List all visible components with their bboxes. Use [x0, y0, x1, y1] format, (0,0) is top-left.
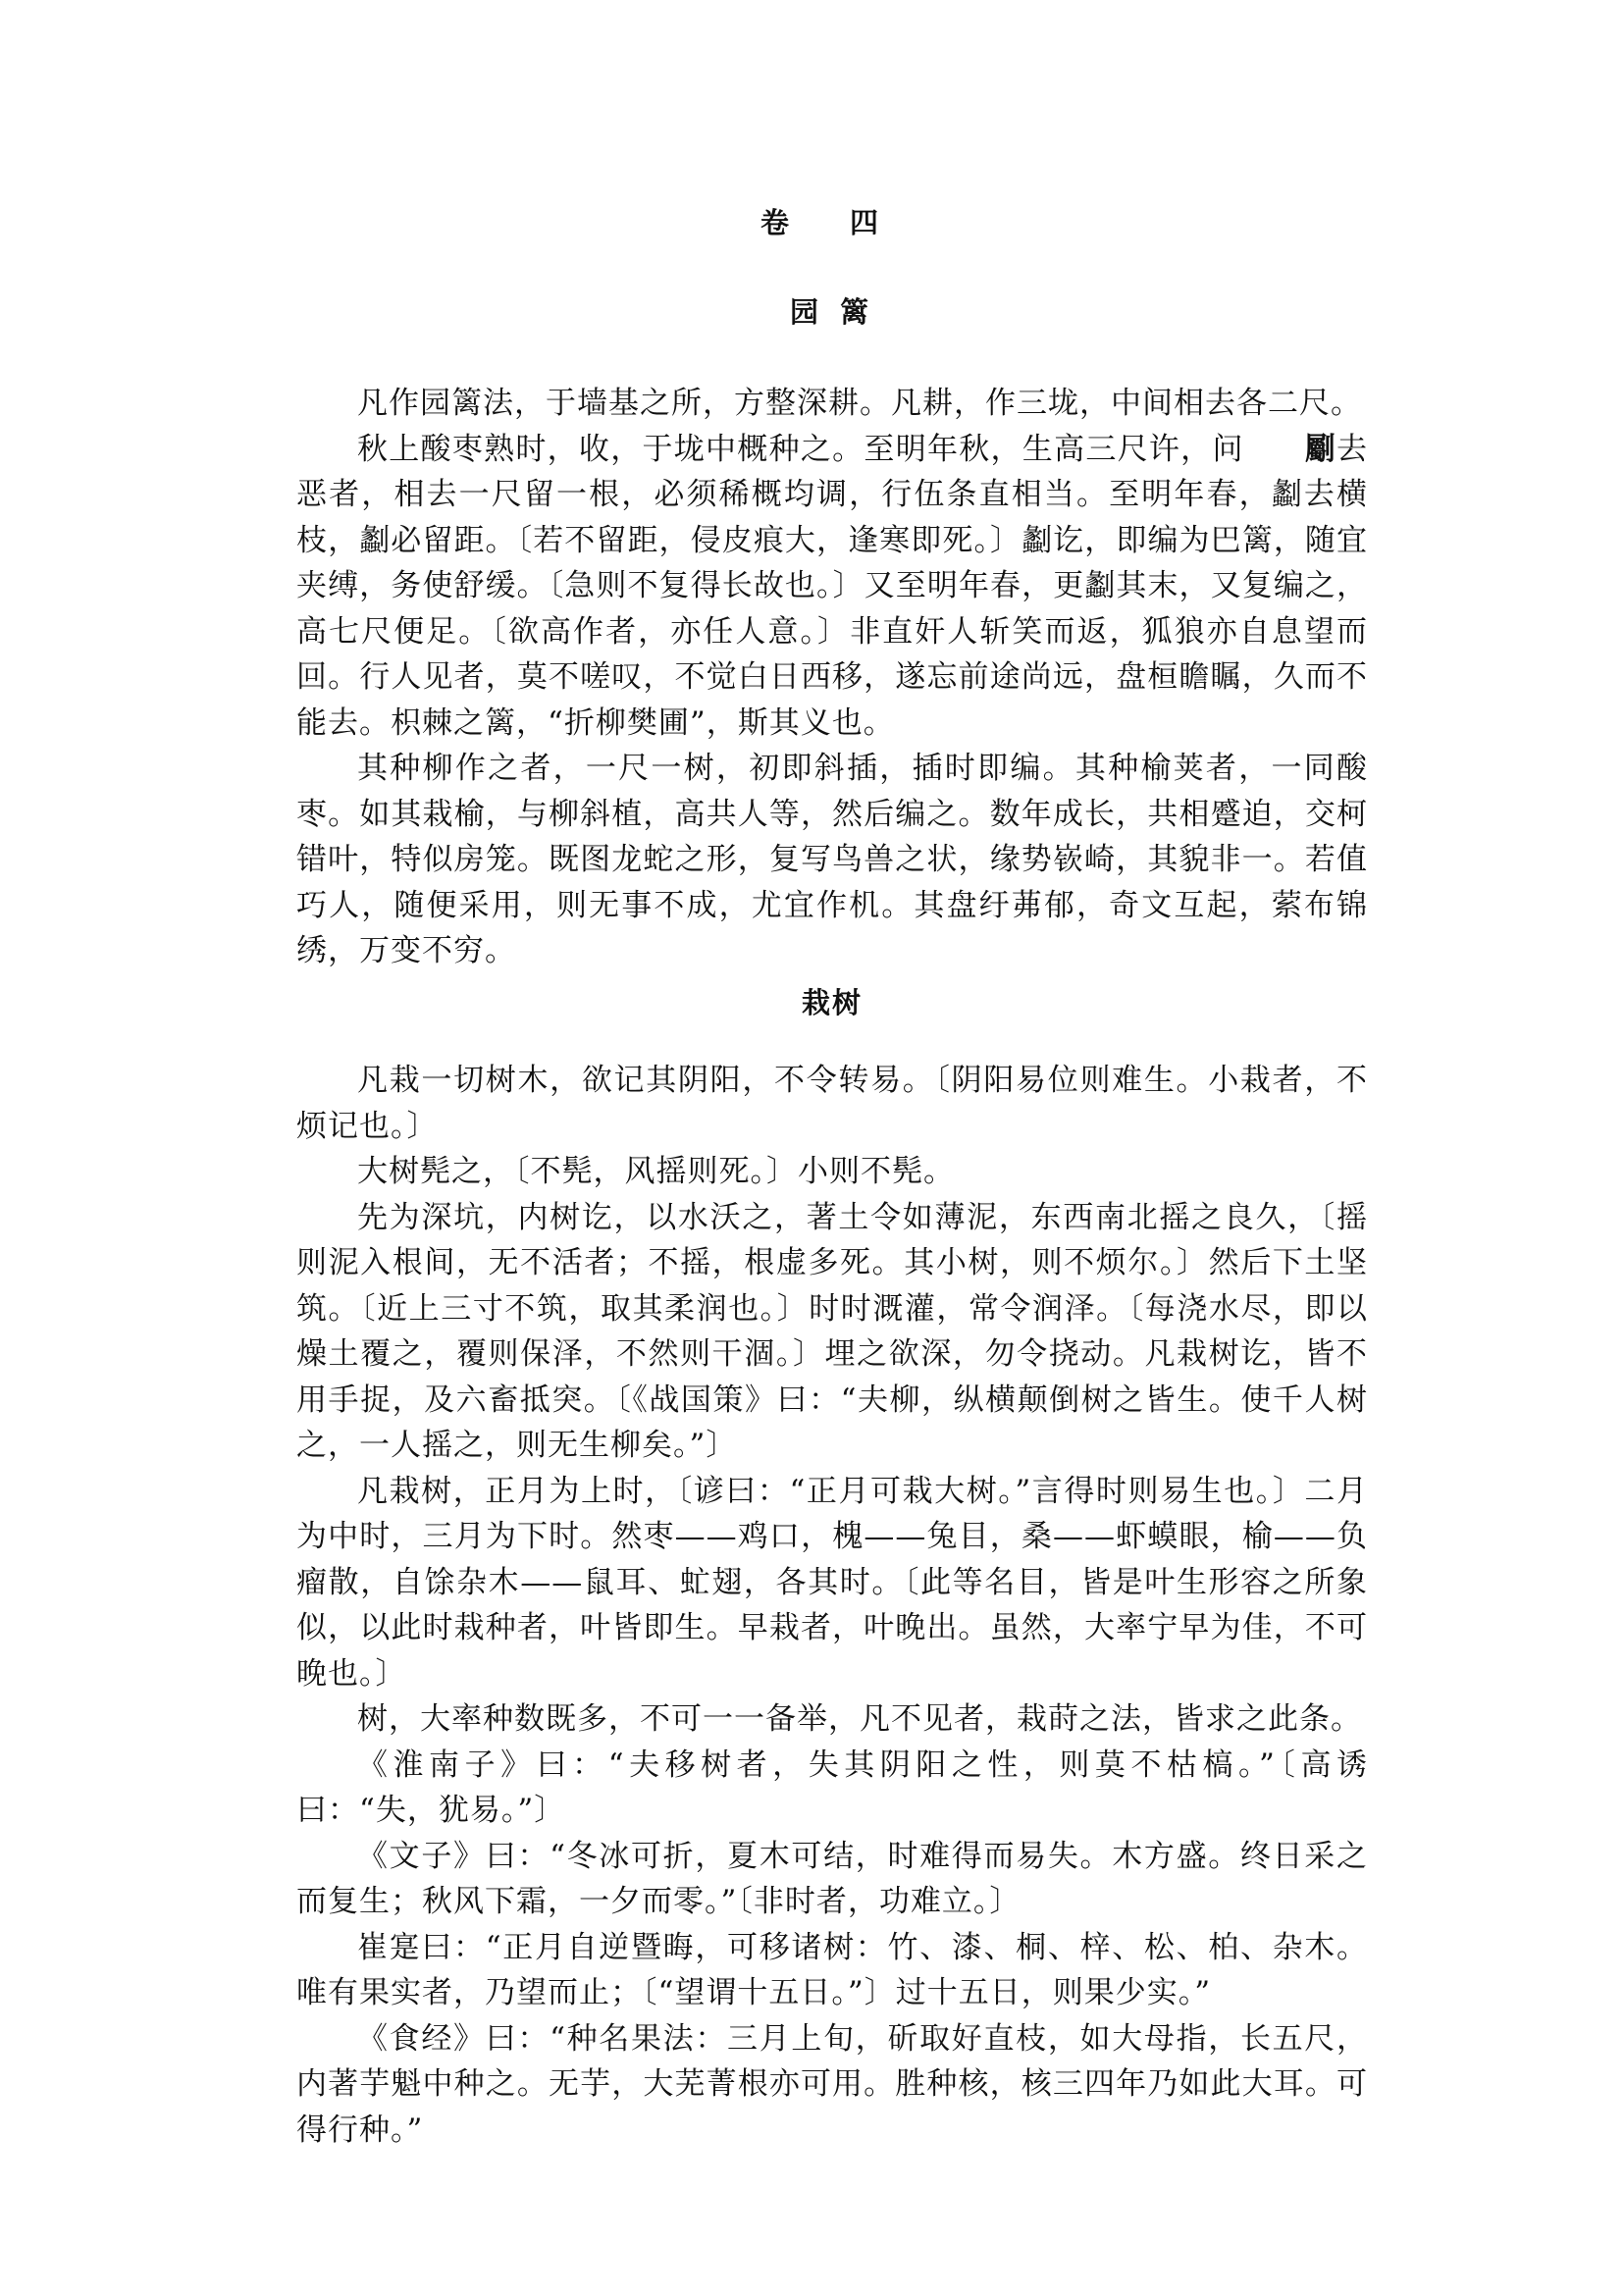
paragraph: 树，大率种数既多，不可一一备举，凡不见者，栽莳之法，皆求之此条。	[357, 1701, 1362, 1737]
inline-glyph: 劚	[1304, 431, 1336, 467]
paragraph: 《淮南子》曰：“夫移树者，失其阴阳之性，则莫不枯槁。”〔高诱曰：“失，犹易。”〕	[296, 1747, 1368, 1828]
section-body-yuanli	[296, 381, 1368, 974]
paragraph-text: 去恶者，相去一尺留一根，必须稀概均调，行伍条直相当。至明年春，劙去横枝，劙必留距。〔若不留距，侵皮痕大，逢寒即死。〕劙讫，即编为巴篱，随宜夹缚，务使舒缓。〔急则不复得长故也。〕又至明年春，更劙其末，又复编之，高七尺便足。〔欲高作者，亦任人意。〕非直奸人斩笑而返，狐狼亦自息望而回。行人见者，莫不嗟叹，不觉白日西移，遂忘前途尚远，盘桓瞻瞩，久而不能去。枳棘之篱，“折柳樊圃”，斯其义也。	[296, 431, 1369, 741]
paragraph: 《食经》曰：“种名果法：三月上旬，斫取好直枝，如大母指，长五尺，内著芋魁中种之。无芋，大芜菁根亦可用。胜种核，核三四年乃如此大耳。可得行种。”	[296, 2020, 1368, 2148]
paragraph: 凡栽树，正月为上时，〔谚曰：“正月可栽大树。”言得时则易生也。〕二月为中时，三月为下时。然枣——鸡口，槐——兔目，桑——虾蟆眼，榆——负瘤散，自馀杂木——鼠耳、虻翅，各其时。〔此等名目，皆是叶生形容之所象似，以此时栽种者，叶皆即生。早栽者，叶晚出。虽然，大率宁早为佳，不可晚也。〕	[296, 1473, 1368, 1692]
paragraph-text: 秋上酸枣熟时，收，于垅中概种之。至明年秋，生高三尺许，问	[357, 431, 1244, 467]
paragraph: 凡作园篱法，于墙基之所，方整深耕。凡耕，作三垅，中间相去各二尺。	[357, 386, 1362, 421]
section-title-zaishu: 栽树	[801, 986, 863, 1019]
paragraph: 凡栽一切树木，欲记其阴阳，不令转易。〔阴阳易位则难生。小栽者，不烦记也。〕	[296, 1063, 1368, 1144]
section-title-yuanli: 园 篱	[789, 295, 875, 329]
paragraph	[296, 427, 1368, 747]
paragraph: 其种柳作之者，一尺一树，初即斜插，插时即编。其种榆荚者，一同酸枣。如其栽榆，与柳斜植，高共人等，然后编之。数年成长，共相蹙迫，交柯错叶，特似房笼。既图龙蛇之形，复写鸟兽之状，缘势嵚崎，其貌非一。若值巧人，随便采用，则无事不成，尤宜作机。其盘纡茀郁，奇文互起，萦布锦绣，万变不穷。	[296, 751, 1368, 968]
section-body-zaishu	[296, 1058, 1368, 2153]
volume-title: 卷 四	[760, 206, 905, 239]
paragraph: 先为深坑，内树讫，以水沃之，著土令如薄泥，东西南北摇之良久，〔摇则泥入根间，无不活者；不摇，根虚多死。其小树，则不烦尔。〕然后下土坚筑。〔近上三寸不筑，取其柔润也。〕时时溉灌，常令润泽。〔每浇水尽，即以燥土覆之，覆则保泽，不然则干涸。〕埋之欲深，勿令挠动。凡栽树讫，皆不用手捉，及六畜抵突。〔《战国策》曰：“夫柳，纵横颠倒树之皆生。使千人树之，一人摇之，则无生柳矣。”〕	[296, 1199, 1368, 1463]
paragraph: 崔寔曰：“正月自逆暨晦，可移诸树：竹、漆、桐、梓、松、柏、杂木。唯有果实者，乃望而止；〔“望谓十五日。”〕过十五日，则果少实。”	[296, 1929, 1368, 2010]
paragraph: 大树髡之，〔不髡，风摇则死。〕小则不髡。	[357, 1154, 955, 1189]
paragraph: 《文子》曰：“冬冰可折，夏木可结，时难得而易失。木方盛。终日采之而复生；秋风下霜，一夕而零。”〔非时者，功难立。〕	[296, 1838, 1368, 1919]
